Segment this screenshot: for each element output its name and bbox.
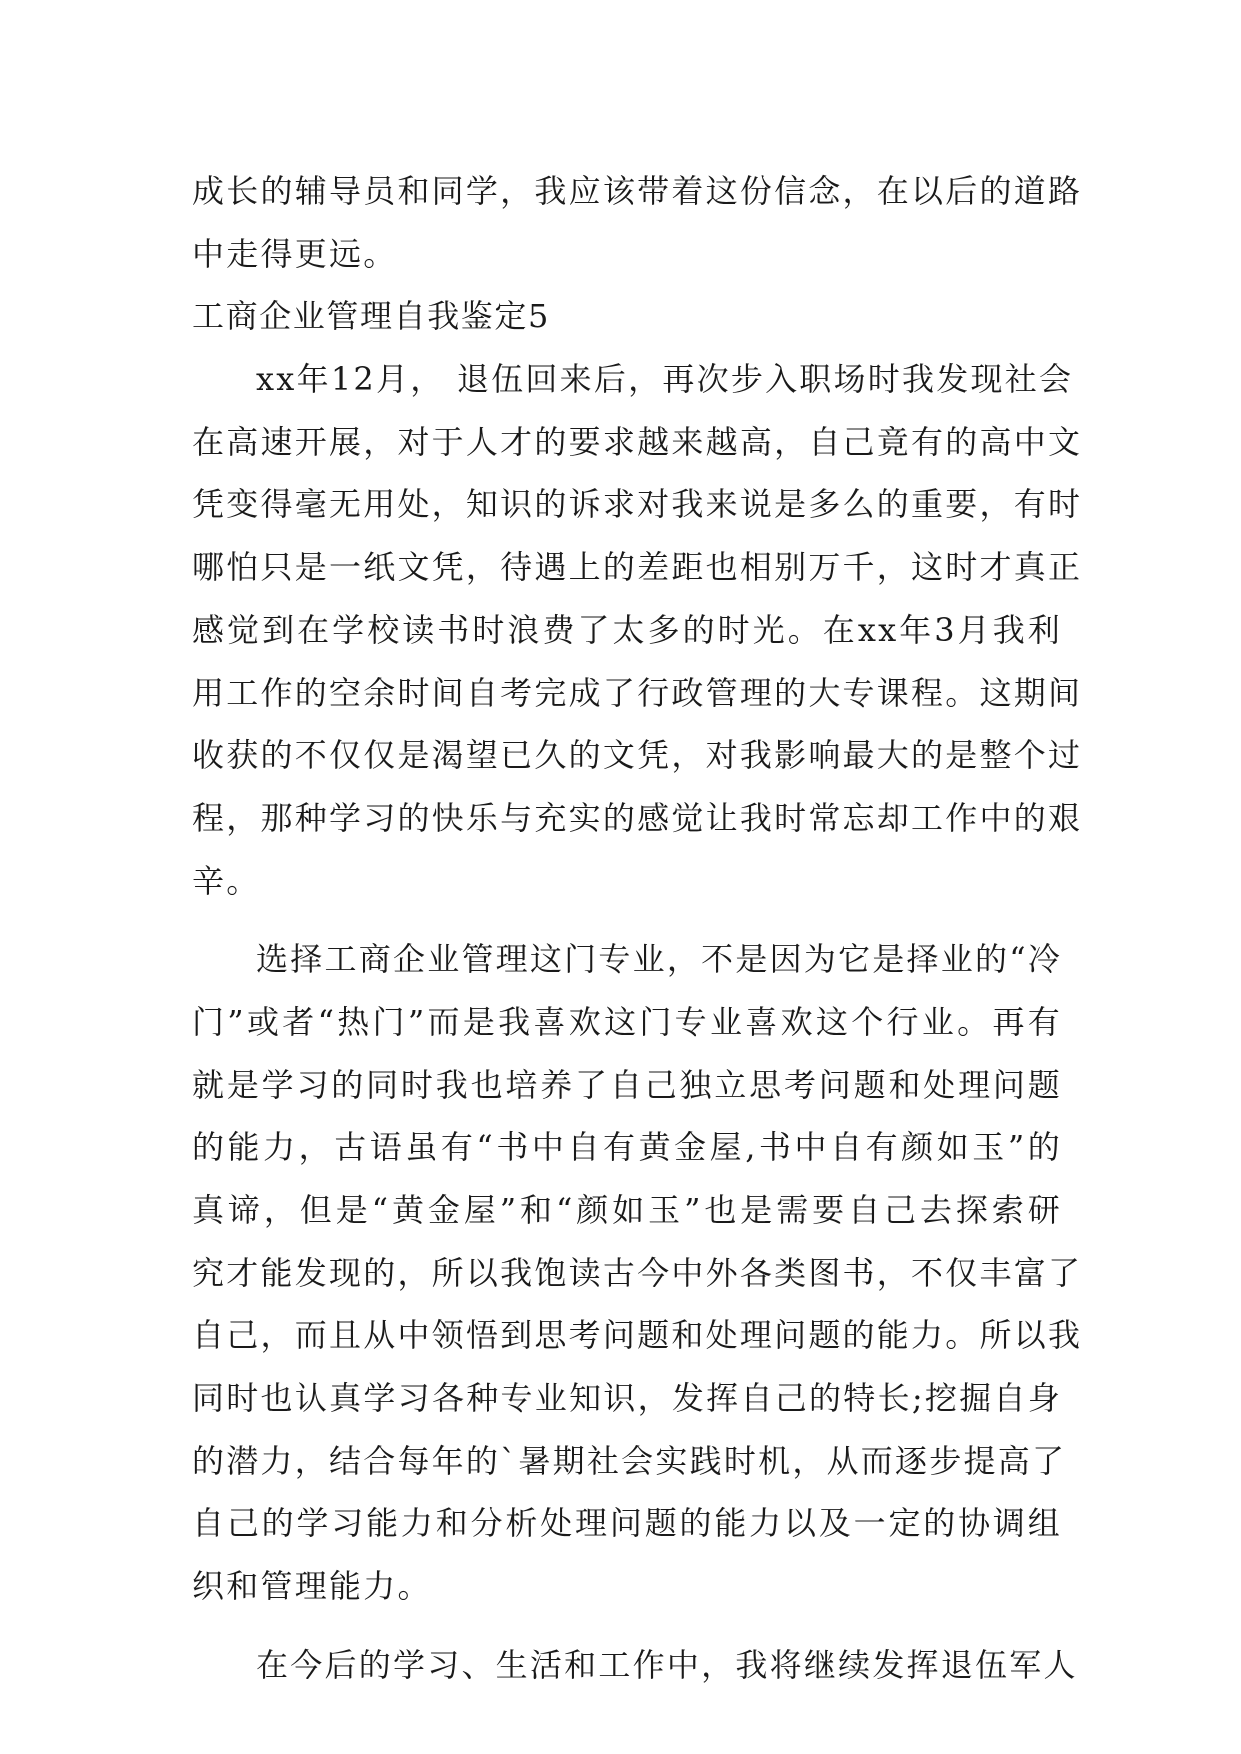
- paragraph-2: [192, 928, 1083, 1618]
- text-line: 哪怕只是一纸文凭，待遇上的差距也相别万千，这时才真正: [192, 548, 1083, 587]
- text-line: 用工作的空余时间自考完成了行政管理的大专课程。这期间: [192, 673, 1083, 712]
- section-heading: 工商企业管理自我鉴定5: [192, 297, 550, 336]
- text-line: 门”或者“热门”而是我喜欢这门专业喜欢这个行业。再有: [192, 1002, 1062, 1041]
- text-line: 就是学习的同时我也培养了自己独立思考问题和处理问题: [192, 1065, 1062, 1104]
- paragraph-1: [192, 348, 1083, 912]
- text-line: xx年12月， 退伍回来后，再次步入职场时我发现社会: [256, 360, 1074, 399]
- text-line: 织和管理能力。: [192, 1567, 432, 1606]
- text-line: 的能力，古语虽有“书中自有黄金屋,书中自有颜如玉”的: [192, 1128, 1062, 1167]
- text-line: 成长的辅导员和同学，我应该带着这份信念，在以后的道路: [192, 172, 1083, 210]
- text-line: 究才能发现的，所以我饱读古今中外各类图书，不仅丰富了: [192, 1253, 1083, 1292]
- text-line: 的潜力，结合每年的`暑期社会实践时机，从而逐步提高了: [192, 1441, 1067, 1480]
- text-line: 真谛，但是“黄金屋”和“颜如玉”也是需要自己去探索研: [192, 1191, 1062, 1229]
- text-line: 在今后的学习、生活和工作中，我将继续发挥退伍军人: [256, 1645, 1078, 1684]
- text-line: 同时也认真学习各种专业知识，发挥自己的特长;挖掘自身: [192, 1379, 1062, 1418]
- text-line: 自己的学习能力和分析处理问题的能力以及一定的协调组: [192, 1504, 1062, 1543]
- paragraph-3: [192, 1634, 1078, 1697]
- text-line: 中走得更远。: [192, 234, 398, 273]
- text-line: 自己，而且从中领悟到思考问题和处理问题的能力。所以我: [192, 1316, 1083, 1355]
- document-body: [192, 160, 1083, 1697]
- continued-paragraph: [192, 160, 1083, 285]
- text-line: 选择工商企业管理这门专业，不是因为它是择业的“冷: [256, 940, 1063, 979]
- text-line: 收获的不仅仅是渴望已久的文凭，对我影响最大的是整个过: [192, 736, 1083, 775]
- text-line: 在高速开展，对于人才的要求越来越高，自己竟有的高中文: [192, 422, 1083, 461]
- text-line: 程，那种学习的快乐与充实的感觉让我时常忘却工作中的艰: [192, 798, 1083, 837]
- text-line: 感觉到在学校读书时浪费了太多的时光。在xx年3月我利: [192, 610, 1062, 649]
- text-line: 辛。: [192, 861, 261, 900]
- text-line: 凭变得毫无用处，知识的诉求对我来说是多么的重要，有时: [192, 485, 1083, 524]
